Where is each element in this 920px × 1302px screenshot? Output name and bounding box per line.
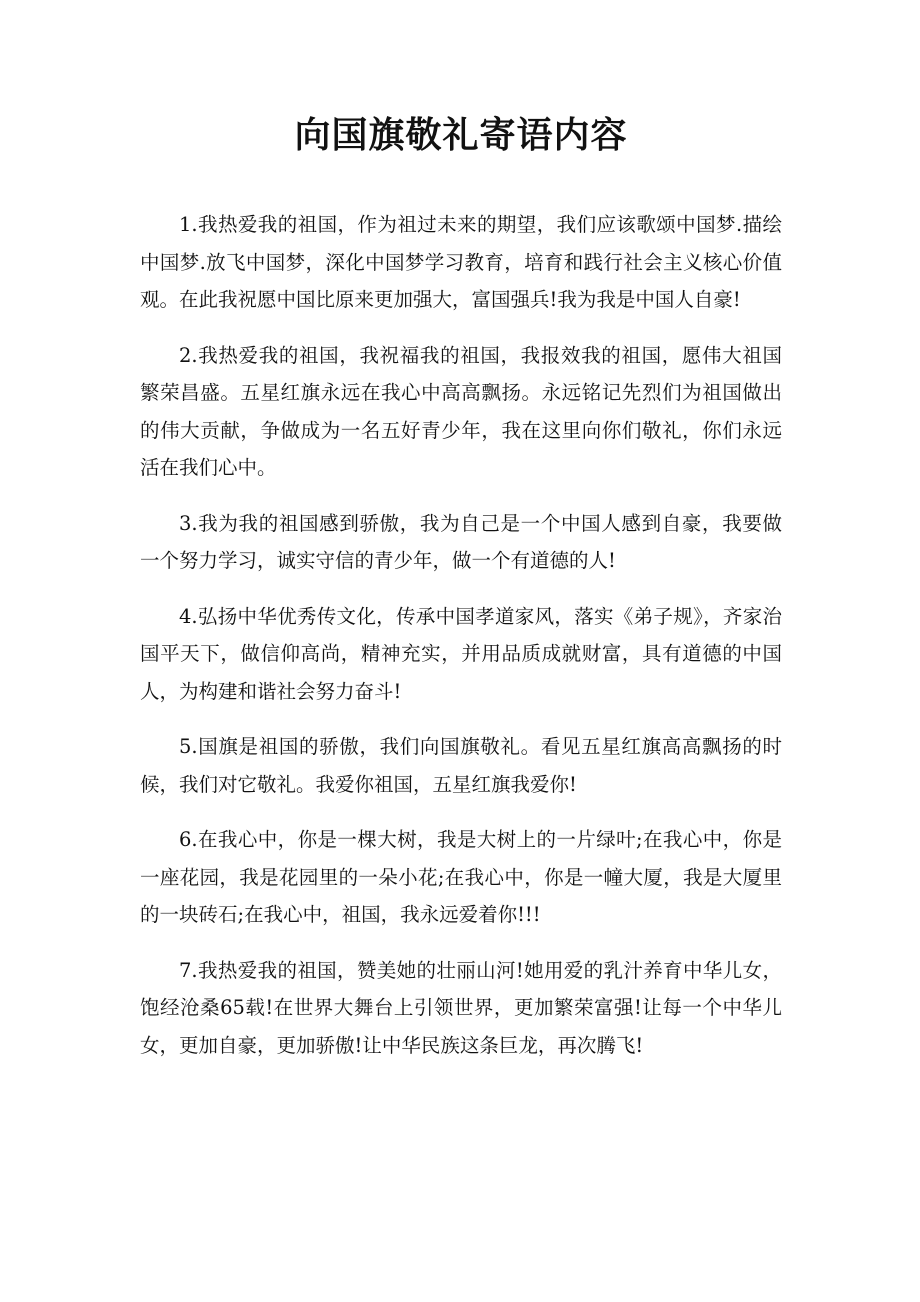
paragraph-3: 3.我为我的祖国感到骄傲，我为自己是一个中国人感到自豪，我要做一个努力学习，诚实守信的青少年，做一个有道德的人! [140,511,782,572]
paragraph-5: 5.国旗是祖国的骄傲，我们向国旗敬礼。看见五星红旗高高飘扬的时候，我们对它敬礼。我爱你祖国，五星红旗我爱你! [140,735,782,796]
paragraph-7: 7.我热爱我的祖国，赞美她的壮丽山河!她用爱的乳汁养育中华儿女，饱经沧桑65载!在世界大舞台上引领世界，更加繁荣富强!让每一个中华儿女，更加自豪，更加骄傲!让中华民族这条巨龙，再次腾飞! [140,958,782,1057]
document-title: 向国旗敬礼寄语内容 [294,115,628,156]
paragraph-6: 6.在我心中，你是一棵大树，我是大树上的一片绿叶;在我心中，你是一座花园，我是花园里的一朵小花;在我心中，你是一幢大厦，我是大厦里的一块砖石;在我心中，祖国，我永远爱着你!!! [140,828,782,926]
paragraph-1: 1.我热爱我的祖国，作为祖过未来的期望，我们应该歌颂中国梦.描绘中国梦.放飞中国梦，深化中国梦学习教育，培育和践行社会主义核心价值观。在此我祝愿中国比原来更加强大，富国强兵!我为我是中国人自豪! [140,213,782,311]
document-body [140,206,782,1064]
paragraph-2: 2.我热爱我的祖国，我祝福我的祖国，我报效我的祖国，愿伟大祖国繁荣昌盛。五星红旗永远在我心中高高飘扬。永远铭记先烈们为祖国做出的伟大贡献，争做成为一名五好青少年，我在这里向你们敬礼，你们永远活在我们心中。 [140,343,782,479]
paragraph-4: 4.弘扬中华优秀传文化，传承中国孝道家风，落实《弟子规》，齐家治国平天下，做信仰高尚，精神充实，并用品质成就财富，具有道德的中国人，为构建和谐社会努力奋斗! [140,604,782,703]
